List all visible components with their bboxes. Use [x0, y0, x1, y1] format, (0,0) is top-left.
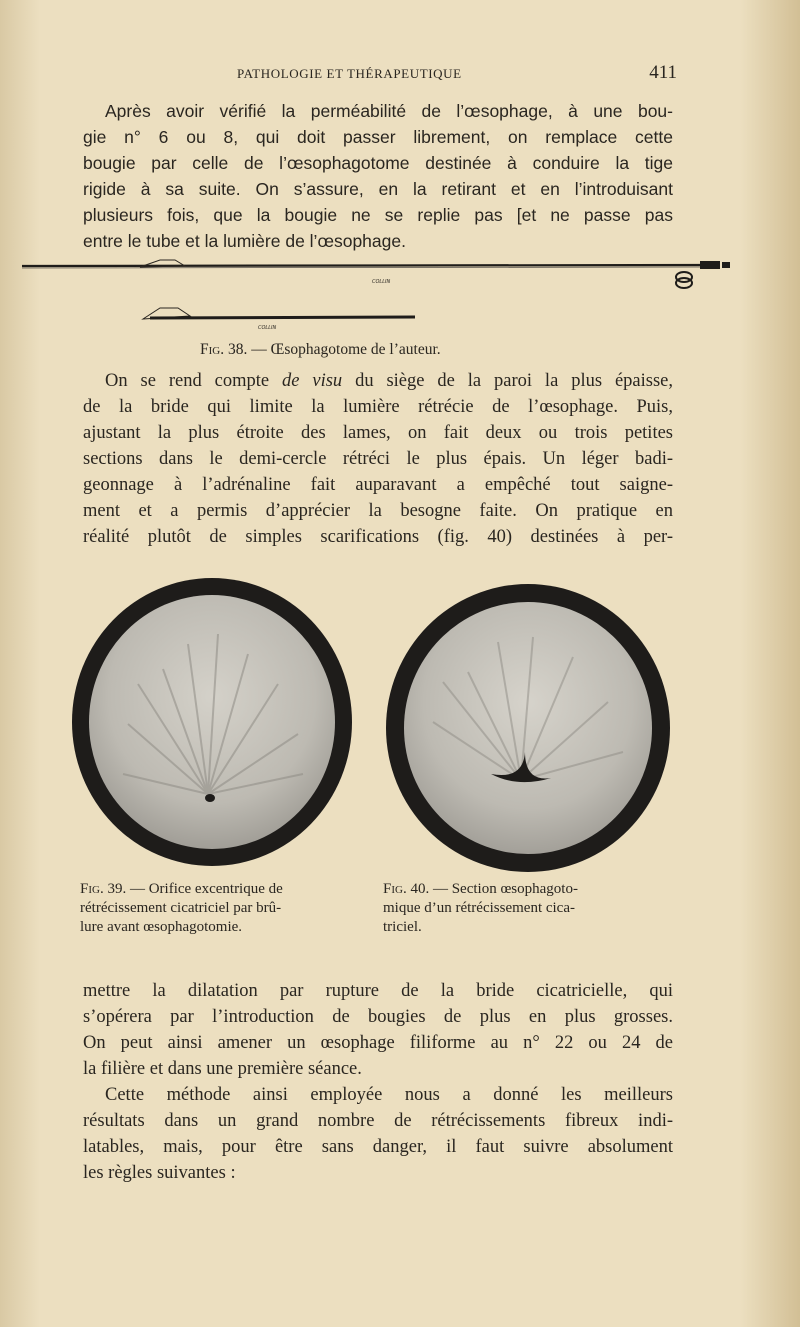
text-line: les règles suivantes : — [83, 1163, 236, 1183]
figure-label: Fig. 39. — [80, 881, 127, 897]
caption-line — [80, 880, 360, 899]
maker-mark-2: COLLIN — [258, 325, 277, 330]
caption-text: — Œsophagotome de l’auteur. — [251, 341, 441, 358]
figure-40-illustration — [383, 582, 673, 874]
paragraph-3 — [83, 978, 673, 1186]
text-line: gie n° 6 ou 8, qui doit passer librement, on remplace cette — [83, 127, 673, 147]
caption-text: — Orifice excentrique de — [129, 881, 283, 897]
text-line: sections dans le demi-cercle rétréci le plus épais. Un léger badi- — [83, 449, 673, 469]
text-line: plusieurs fois, que la bougie ne se replie pas [et ne passe pas — [83, 205, 673, 225]
text-line: rigide à sa suite. On s’assure, en la retirant et en l’introduisant — [83, 179, 673, 199]
text-line: latables, mais, pour être sans danger, il faut suivre absolument — [83, 1137, 673, 1157]
text-span: du siège de la paroi la plus épaisse, — [342, 371, 673, 391]
text-line: entre le tube et la lumière de l’œsophage. — [83, 231, 406, 251]
text-line: réalité plutôt de simples scarifications (fig. 40) destinées à per- — [83, 527, 673, 547]
figure-label: Fig. 38. — [200, 341, 248, 358]
figure-38-caption — [200, 340, 620, 359]
caption-line — [383, 880, 673, 899]
figure-39-illustration — [68, 574, 356, 870]
text-line: de la bride qui limite la lumière rétrécie de l’œsophage. Puis, — [83, 397, 673, 417]
text-line: s’opérera par l’introduction de bougies de plus en plus grosses. — [83, 1007, 673, 1027]
orifice-dot — [205, 794, 215, 802]
eccentric-orifice-drawing — [68, 574, 356, 870]
text-line: la filière et dans une première séance. — [83, 1059, 362, 1079]
text-line — [83, 368, 673, 394]
paragraph-1 — [83, 98, 673, 254]
figure-39-caption — [80, 880, 360, 937]
text-line: résultats dans un grand nombre de rétrécissements fibreux indi- — [83, 1111, 673, 1131]
text-line: ajustant la plus étroite des lames, on fait deux ou trois petites — [83, 423, 673, 443]
text-line: geonnage à l’adrénaline fait auparavant a empêché tout saigne- — [83, 475, 673, 495]
text-span: On se rend compte — [105, 371, 282, 391]
figure-40-caption — [383, 880, 673, 937]
caption-line: lure avant œsophagotomie. — [80, 919, 243, 935]
caption-line: triciel. — [383, 919, 422, 935]
text-line: Après avoir vérifié la perméabilité de l’œsophage, à une bou- — [105, 101, 673, 121]
italic-phrase: de visu — [281, 371, 343, 391]
oesophagotome-illustration — [0, 250, 800, 330]
caption-line: mique d’un rétrécissement cica- — [383, 900, 575, 916]
text-line: mettre la dilatation par rupture de la bride cicatricielle, qui — [83, 981, 673, 1001]
oesophagotome-drawing — [0, 250, 800, 330]
page-number: 411 — [649, 62, 677, 83]
text-line: On peut ainsi amener un œsophage filiforme au n° 22 ou 24 de — [83, 1033, 673, 1053]
running-title: PATHOLOGIE ET THÉRAPEUTIQUE — [237, 66, 462, 81]
figure-label: Fig. 40. — [383, 881, 430, 897]
text-line: bougie par celle de l’œsophagotome destinée à conduire la tige — [83, 153, 673, 173]
oesophagotomy-section-drawing — [383, 582, 673, 874]
maker-mark-1: COLLIN — [372, 279, 391, 285]
paragraph-2 — [83, 368, 673, 550]
text-line: ment et a permis d’apprécier la besogne faite. On pratique en — [83, 501, 673, 521]
text-line: Cette méthode ainsi employée nous a donné les meilleurs — [105, 1085, 673, 1105]
caption-text: — Section œsophagoto- — [432, 881, 578, 897]
running-header — [237, 62, 677, 86]
caption-line: rétrécissement cicatriciel par brû- — [80, 900, 282, 916]
